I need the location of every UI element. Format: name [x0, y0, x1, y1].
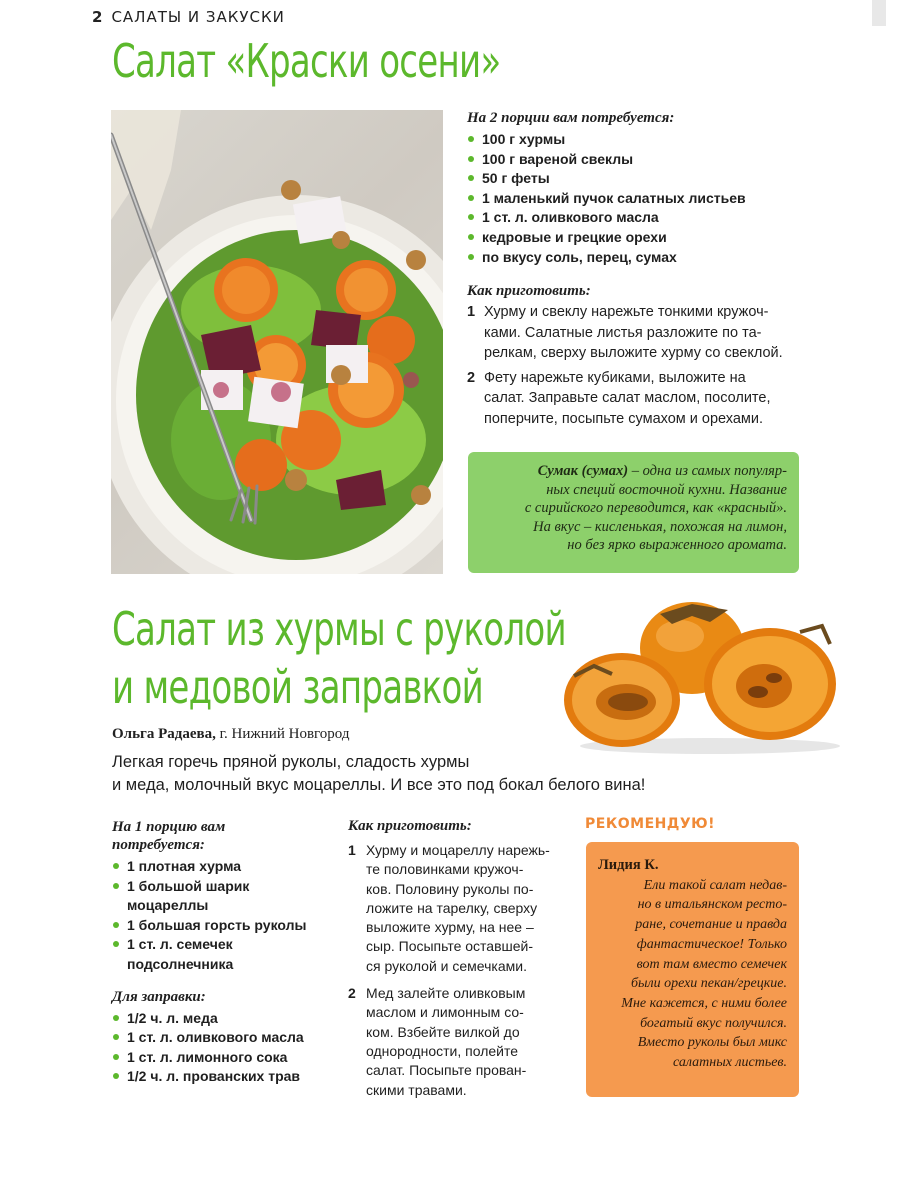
heading-line: На 1 порцию вам [112, 819, 226, 835]
step-number: 1 [467, 304, 476, 321]
review-line: были орехи пекан/грецкие. [630, 976, 787, 992]
review-line: Ели такой салат недав- [643, 877, 787, 893]
step-item [348, 841, 566, 976]
step-line: релкам, сверху выложите хурму со свеклой. [484, 345, 783, 362]
recommend-note [586, 842, 799, 1097]
recipe2-ingredient-list [112, 857, 332, 975]
recipe2-method [348, 818, 566, 1100]
step-line: выложите хурму, на нее – [366, 919, 534, 936]
ingredient-item [112, 857, 332, 877]
step-line: скими травами. [366, 1081, 467, 1098]
page-edge [872, 0, 886, 26]
dressing-item: 1 ст. л. лимонного сока [112, 1048, 332, 1068]
dressing-item: 1 ст. л. оливкового масла [112, 1028, 332, 1048]
step-line: поперчите, посыпьте сумахом и орехами. [484, 410, 764, 427]
note-line: но без ярко выраженного аромата. [567, 537, 787, 554]
ingredient-item: 50 г феты [467, 169, 807, 189]
review-line: ране, сочетание и правда [635, 917, 787, 933]
note-line: На вкус – кисленькая, похожая на лимон, [533, 518, 787, 535]
step-line: ками. Салатные листья разложите по та- [484, 324, 762, 341]
running-head [92, 8, 285, 26]
title-line: и медовой заправкой [112, 660, 483, 714]
salad-bowl-illustration [111, 110, 443, 574]
step-line: те половинками кружоч- [366, 861, 524, 878]
step-line: Фету нарежьте кубиками, выложите на [484, 369, 746, 386]
recipe1-ingredients [467, 110, 807, 429]
review-line: но в итальянском ресто- [637, 897, 787, 913]
recipe2-method-heading: Как приготовить: [348, 818, 472, 834]
reviewer-name: Лидия К. [598, 857, 659, 873]
step-number: 2 [467, 369, 476, 386]
recipe2-byline [112, 726, 350, 743]
step-item [348, 984, 566, 1100]
ingredient-item: 100 г вареной свеклы [467, 150, 807, 170]
step-line: сыр. Посыпьте оставшей- [366, 938, 534, 955]
ingredient-item: кедровые и грецкие орехи [467, 228, 807, 248]
step-line: салат. Заправьте салат маслом, посолите, [484, 390, 771, 407]
author-name: Ольга Радаева, [112, 726, 216, 742]
heading-line: потребуется: [112, 837, 205, 853]
ingredient-item [112, 916, 332, 936]
lead-line: и меда, молочный вкус моцареллы. И все это под бокал белого вина! [112, 776, 646, 794]
recommend-label: РЕКОМЕНДУЮ! [585, 816, 715, 832]
ingredient-line: 1 плотная хурма [127, 858, 242, 874]
review-line: фантастическое! Только [636, 936, 787, 952]
ingredient-item: 100 г хурмы [467, 130, 807, 150]
dressing-heading: Для заправки: [112, 988, 206, 1005]
recipe2-title [112, 600, 566, 716]
ingredient-item: 1 ст. л. оливкового масла [467, 208, 807, 228]
step-line: салат. Посыпьте прован- [366, 1062, 527, 1079]
step-line: ков. Половину руколы по- [366, 880, 534, 897]
ingredient-item [112, 935, 332, 974]
recipe1-servings-heading: На 2 порции вам потребуется: [467, 110, 675, 126]
dressing-item: 1/2 ч. л. меда [112, 1009, 332, 1029]
recipe2-lead [112, 751, 752, 797]
recipe2-steps [348, 841, 566, 1100]
step-line: ся руколой и семечками. [366, 957, 527, 974]
lead-line: Легкая горечь пряной руколы, сладость хурмы [112, 753, 470, 771]
review-line: богатый вкус получился. [640, 1015, 787, 1031]
recipe1-title: Салат «Краски осени» [112, 34, 501, 88]
page-number: 2 [92, 8, 104, 26]
step-line: Хурму и свеклу нарежьте тонкими кружоч- [484, 304, 769, 321]
recipe1-steps [467, 302, 807, 429]
salad-photo [111, 110, 443, 574]
step-item [467, 302, 807, 364]
title-line: Салат из хурмы с руколой [112, 602, 566, 656]
note-line: – одна из самых популяр- [631, 463, 787, 479]
ingredient-item [112, 877, 332, 916]
ingredient-item: по вкусу соль, перец, сумах [467, 248, 807, 268]
step-line: Хурму и моцареллу нарежь- [366, 842, 550, 858]
step-number: 1 [348, 842, 356, 858]
review-line: вот там вместо семечек [636, 956, 787, 972]
dressing-item: 1/2 ч. л. прованских трав [112, 1067, 332, 1087]
note-line: ных специй восточной кухни. Название [546, 481, 787, 498]
recipe1-method-heading: Как приготовить: [467, 283, 591, 300]
section-name: САЛАТЫ И ЗАКУСКИ [111, 8, 285, 26]
recipe2-servings-heading [112, 818, 332, 854]
ingredient-line: моцареллы [127, 897, 209, 914]
recipe1-ingredient-list [467, 130, 807, 267]
review-line: Вместо руколы был микс [637, 1035, 787, 1051]
ingredient-line: 1 большая горсть руколы [127, 916, 307, 933]
review-line: салатных листьев. [673, 1055, 787, 1071]
dressing-list [112, 1009, 332, 1087]
review-line: Мне кажется, с ними более [621, 995, 787, 1011]
ingredient-line: подсолнечника [127, 955, 234, 972]
note-term: Сумак (сумах) [537, 463, 629, 479]
ingredient-line: 1 большой шарик [127, 877, 250, 894]
recipe2-ingredients [112, 818, 332, 1087]
step-number: 2 [348, 985, 356, 1002]
author-city: г. Нижний Новгород [219, 726, 350, 742]
step-item [467, 368, 807, 430]
step-line: Мед залейте оливковым [366, 985, 526, 1002]
note-line: с сирийского переводится, как «красный». [524, 500, 787, 517]
step-line: ложите на тарелку, сверху [366, 899, 538, 916]
step-line: однородности, полейте [366, 1042, 519, 1059]
step-line: маслом и лимонным со- [366, 1004, 524, 1021]
step-line: ком. Взбейте вилкой до [366, 1023, 520, 1040]
ingredient-line: 1 ст. л. семечек [127, 936, 233, 953]
persimmon-illustration [560, 596, 850, 756]
ingredient-item: 1 маленький пучок салатных листьев [467, 189, 807, 209]
sumac-note [468, 452, 799, 573]
